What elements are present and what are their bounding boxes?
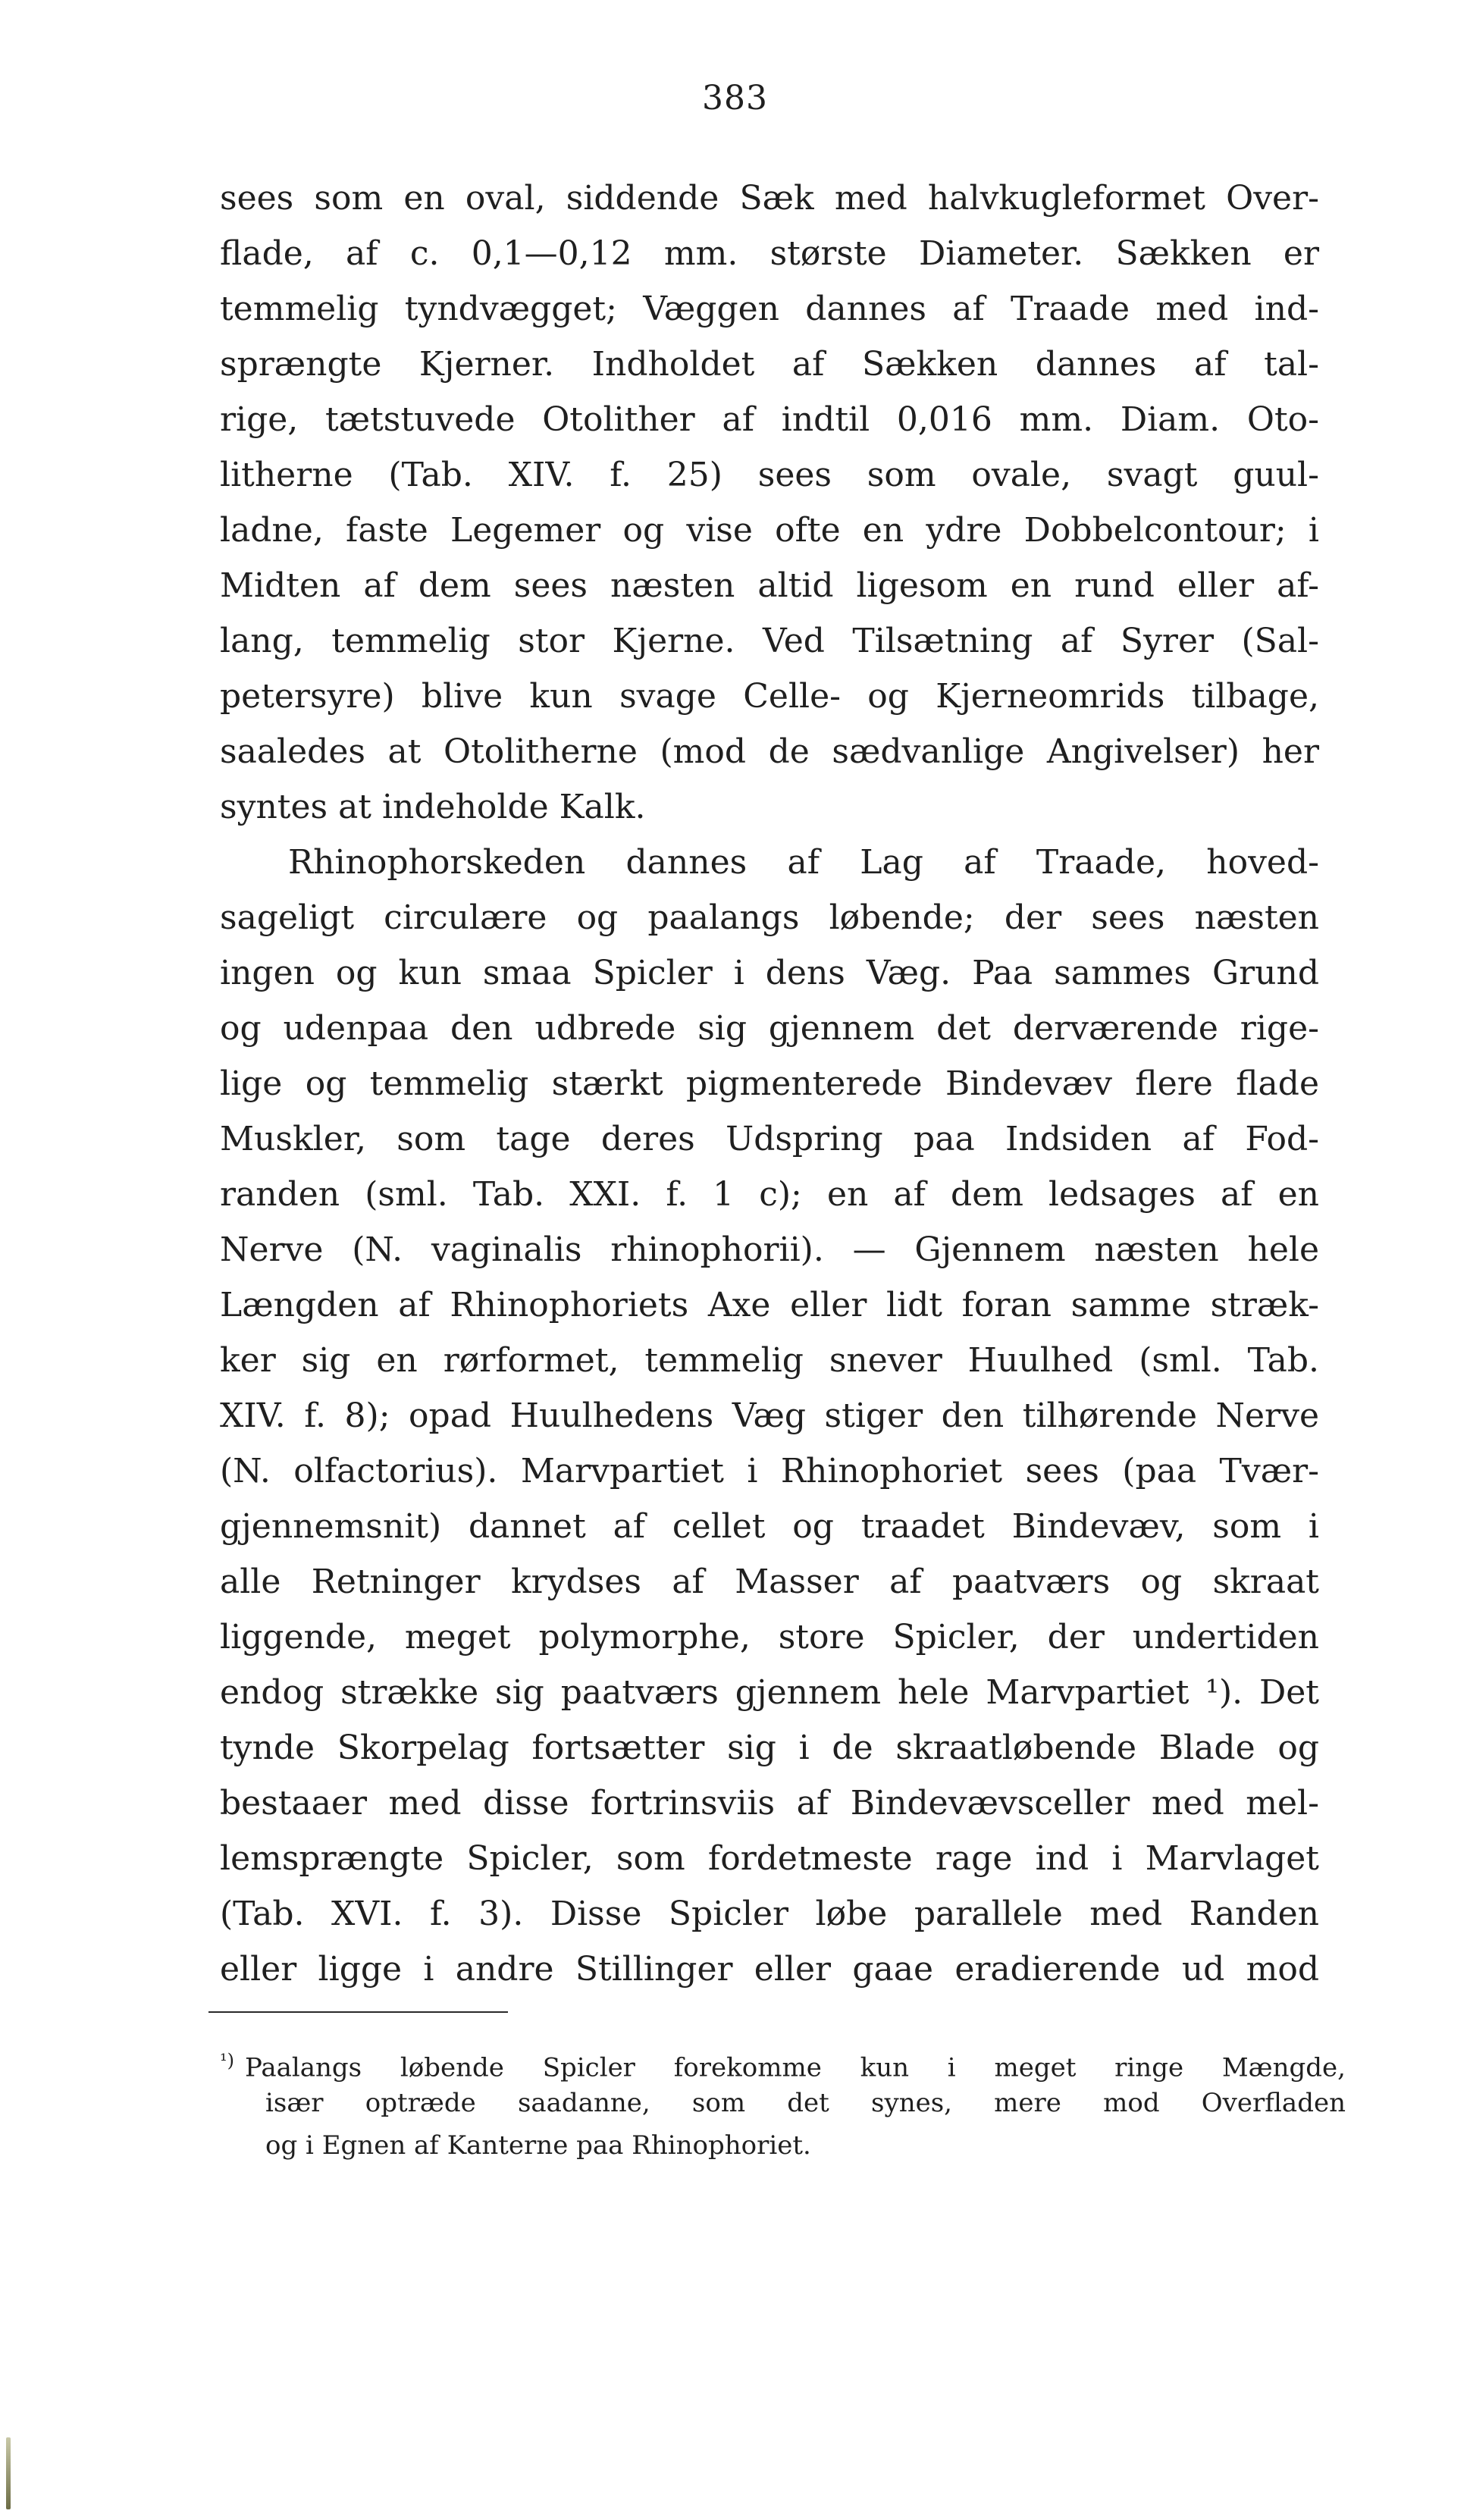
- footnote-line: især optræde saadanne, som det synes, mere mod Overfladen: [265, 2088, 1346, 2118]
- margin-mark: [6, 2437, 11, 2509]
- text-line: syntes at indeholde Kalk.: [220, 788, 646, 826]
- page-number: 383: [702, 79, 768, 118]
- text-line: Længden af Rhinophoriets Axe eller lidt foran samme stræk-: [220, 1286, 1319, 1324]
- text-line: sageligt circulære og paalangs løbende; der sees næsten: [220, 898, 1319, 937]
- text-line: sees som en oval, siddende Sæk med halvkugleformet Over-: [220, 179, 1319, 218]
- footnote-line: [220, 2039, 1346, 2082]
- footnote-text: Paalangs løbende Spicler forekomme kun i meget ringe Mængde,: [244, 2052, 1346, 2083]
- body-text: [220, 171, 1319, 1997]
- text-line: flade, af c. 0,1—0,12 mm. største Diameter. Sækken er: [220, 234, 1319, 273]
- text-line: (Tab. XVI. f. 3). Disse Spicler løbe parallele med Randen: [220, 1895, 1319, 1933]
- text-line: temmelig tyndvægget; Væggen dannes af Traade med ind-: [220, 290, 1319, 328]
- text-line: XIV. f. 8); opad Huulhedens Væg stiger den tilhørende Nerve: [220, 1396, 1319, 1435]
- text-line: og udenpaa den udbrede sig gjennem det derværende rige-: [220, 1009, 1319, 1048]
- text-line: litherne (Tab. XIV. f. 25) sees som ovale, svagt guul-: [220, 456, 1319, 494]
- text-line: ingen og kun smaa Spicler i dens Væg. Paa sammes Grund: [220, 954, 1319, 992]
- text-line: randen (sml. Tab. XXI. f. 1 c); en af dem ledsages af en: [220, 1175, 1319, 1214]
- text-line: tynde Skorpelag fortsætter sig i de skraatløbende Blade og: [220, 1729, 1319, 1767]
- text-line: sprængte Kjerner. Indholdet af Sækken dannes af tal-: [220, 345, 1319, 384]
- footnote-divider: [208, 2011, 508, 2013]
- text-line: Rhinophorskeden dannes af Lag af Traade, hoved-: [288, 843, 1319, 882]
- text-line: Nerve (N. vaginalis rhinophorii). — Gjennem næsten hele: [220, 1230, 1319, 1269]
- text-line: lige og temmelig stærkt pigmenterede Bindevæv flere flade: [220, 1064, 1319, 1103]
- text-line: endog strække sig paatværs gjennem hele Marvpartiet ¹). Det: [220, 1673, 1319, 1712]
- text-line: bestaaer med disse fortrinsviis af Bindevævsceller med mel-: [220, 1784, 1319, 1823]
- text-line: (N. olfactorius). Marvpartiet i Rhinophoriet sees (paa Tvær-: [220, 1452, 1319, 1490]
- text-line: ladne, faste Legemer og vise ofte en ydre Dobbelcontour; i: [220, 511, 1319, 550]
- text-line: lang, temmelig stor Kjerne. Ved Tilsætning af Syrer (Sal-: [220, 622, 1319, 660]
- text-line: ker sig en rørformet, temmelig snever Huulhed (sml. Tab.: [220, 1341, 1319, 1380]
- footnote-marker: ¹): [220, 2050, 234, 2071]
- footnote-line: og i Egnen af Kanterne paa Rhinophoriet.: [265, 2130, 811, 2161]
- text-line: rige, tætstuvede Otolither af indtil 0,016 mm. Diam. Oto-: [220, 400, 1319, 439]
- text-line: Muskler, som tage deres Udspring paa Indsiden af Fod-: [220, 1120, 1319, 1158]
- text-line: eller ligge i andre Stillinger eller gaae eradierende ud mod: [220, 1950, 1319, 1989]
- text-line: liggende, meget polymorphe, store Spicler, der undertiden: [220, 1618, 1319, 1656]
- text-line: gjennemsnit) dannet af cellet og traadet Bindevæv, som i: [220, 1507, 1319, 1546]
- text-line: petersyre) blive kun svage Celle- og Kjerneomrids tilbage,: [220, 677, 1319, 716]
- text-line: alle Retninger krydses af Masser af paatværs og skraat: [220, 1562, 1319, 1601]
- text-line: lemsprængte Spicler, som fordetmeste rage ind i Marvlaget: [220, 1839, 1319, 1878]
- text-line: Midten af dem sees næsten altid ligesom en rund eller af-: [220, 566, 1319, 605]
- text-line: saaledes at Otolitherne (mod de sædvanlige Angivelser) her: [220, 732, 1319, 771]
- footnote: [220, 2039, 1346, 2167]
